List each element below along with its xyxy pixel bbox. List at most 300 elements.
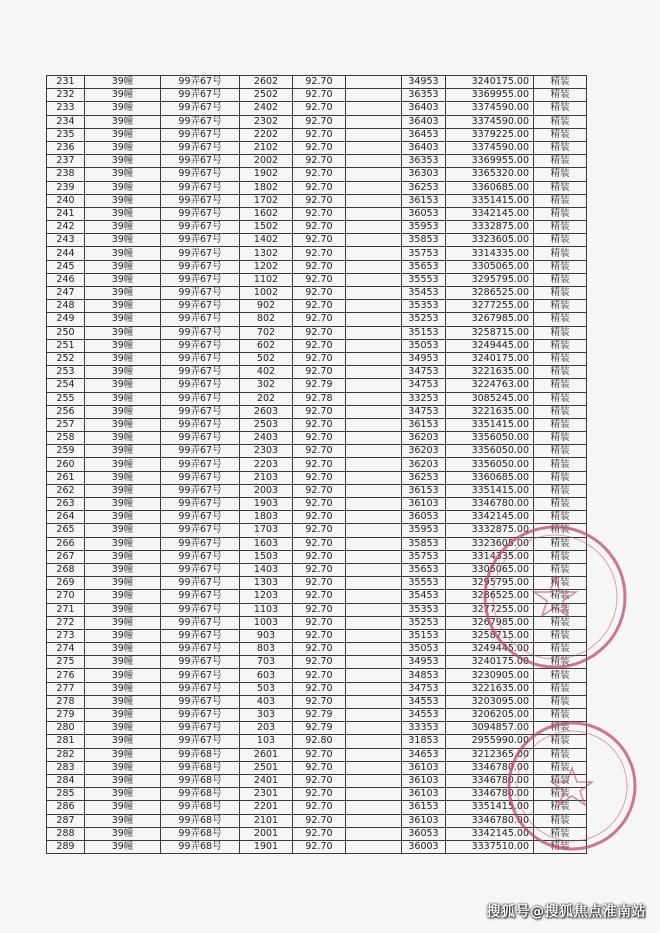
blank-cell (346, 234, 402, 247)
table-row (47, 339, 587, 352)
building-cell: 39幢 (85, 76, 161, 89)
decoration-cell: 精装 (534, 273, 587, 286)
room-cell: 2303 (240, 445, 293, 458)
decoration-cell: 精装 (534, 603, 587, 616)
table-row (47, 722, 587, 735)
unit-price-cell: 35453 (402, 590, 446, 603)
total-price-cell: 3346780.00 (446, 814, 534, 827)
blank-cell (346, 484, 402, 497)
blank-cell (346, 563, 402, 576)
row-number-cell: 254 (47, 379, 85, 392)
total-price-cell: 3360685.00 (446, 471, 534, 484)
area-cell: 92.70 (293, 339, 346, 352)
area-cell: 92.70 (293, 115, 346, 128)
building-cell: 39幢 (85, 260, 161, 273)
total-price-cell: 3286525.00 (446, 287, 534, 300)
unit-price-cell: 36153 (402, 484, 446, 497)
decoration-cell: 精装 (534, 207, 587, 220)
building-cell: 39幢 (85, 748, 161, 761)
decoration-cell: 精装 (534, 287, 587, 300)
unit-price-cell: 36403 (402, 102, 446, 115)
row-number-cell: 285 (47, 788, 85, 801)
area-cell: 92.70 (293, 418, 346, 431)
decoration-cell: 精装 (534, 445, 587, 458)
total-price-cell: 2955990.00 (446, 735, 534, 748)
building-cell: 39幢 (85, 590, 161, 603)
area-cell: 92.80 (293, 735, 346, 748)
building-cell: 39幢 (85, 643, 161, 656)
blank-cell (346, 102, 402, 115)
total-price-cell: 3230905.00 (446, 669, 534, 682)
blank-cell (346, 616, 402, 629)
building-cell: 39幢 (85, 418, 161, 431)
row-number-cell: 272 (47, 616, 85, 629)
room-cell: 2402 (240, 102, 293, 115)
decoration-cell: 精装 (534, 616, 587, 629)
table-row (47, 471, 587, 484)
table-row (47, 445, 587, 458)
area-cell: 92.70 (293, 682, 346, 695)
row-number-cell: 234 (47, 115, 85, 128)
address-cell: 99弄67号 (161, 273, 240, 286)
row-number-cell: 288 (47, 827, 85, 840)
blank-cell (346, 524, 402, 537)
address-cell: 99弄67号 (161, 603, 240, 616)
area-cell: 92.70 (293, 234, 346, 247)
row-number-cell: 247 (47, 287, 85, 300)
building-cell: 39幢 (85, 524, 161, 537)
blank-cell (346, 181, 402, 194)
building-cell: 39幢 (85, 155, 161, 168)
address-cell: 99弄67号 (161, 326, 240, 339)
decoration-cell: 精装 (534, 247, 587, 260)
unit-price-cell: 36203 (402, 445, 446, 458)
table-row (47, 511, 587, 524)
room-cell: 1402 (240, 234, 293, 247)
room-cell: 203 (240, 722, 293, 735)
address-cell: 99弄67号 (161, 524, 240, 537)
row-number-cell: 277 (47, 682, 85, 695)
area-cell: 92.70 (293, 287, 346, 300)
row-number-cell: 255 (47, 392, 85, 405)
decoration-cell: 精装 (534, 221, 587, 234)
table-row (47, 682, 587, 695)
building-cell: 39幢 (85, 300, 161, 313)
building-cell: 39幢 (85, 550, 161, 563)
decoration-cell: 精装 (534, 801, 587, 814)
area-cell: 92.70 (293, 155, 346, 168)
address-cell: 99弄68号 (161, 801, 240, 814)
row-number-cell: 286 (47, 801, 85, 814)
decoration-cell: 精装 (534, 313, 587, 326)
blank-cell (346, 629, 402, 642)
area-cell: 92.70 (293, 260, 346, 273)
table-row (47, 498, 587, 511)
decoration-cell: 精装 (534, 194, 587, 207)
total-price-cell: 3221635.00 (446, 405, 534, 418)
address-cell: 99弄67号 (161, 695, 240, 708)
room-cell: 2602 (240, 76, 293, 89)
decoration-cell: 精装 (534, 102, 587, 115)
row-number-cell: 289 (47, 840, 85, 853)
room-cell: 1202 (240, 260, 293, 273)
unit-price-cell: 34953 (402, 76, 446, 89)
table-row (47, 168, 587, 181)
unit-price-cell: 35553 (402, 577, 446, 590)
row-number-cell: 231 (47, 76, 85, 89)
total-price-cell: 3351415.00 (446, 484, 534, 497)
area-cell: 92.70 (293, 326, 346, 339)
address-cell: 99弄67号 (161, 445, 240, 458)
table-row (47, 392, 587, 405)
blank-cell (346, 656, 402, 669)
decoration-cell: 精装 (534, 669, 587, 682)
building-cell: 39幢 (85, 629, 161, 642)
room-cell: 2503 (240, 418, 293, 431)
decoration-cell: 精装 (534, 392, 587, 405)
total-price-cell: 3240175.00 (446, 656, 534, 669)
blank-cell (346, 511, 402, 524)
address-cell: 99弄68号 (161, 788, 240, 801)
area-cell: 92.70 (293, 801, 346, 814)
address-cell: 99弄67号 (161, 89, 240, 102)
total-price-cell: 3203095.00 (446, 695, 534, 708)
unit-price-cell: 36153 (402, 194, 446, 207)
blank-cell (346, 498, 402, 511)
area-cell: 92.70 (293, 445, 346, 458)
blank-cell (346, 748, 402, 761)
total-price-cell: 3342145.00 (446, 511, 534, 524)
room-cell: 603 (240, 669, 293, 682)
room-cell: 2002 (240, 155, 293, 168)
address-cell: 99弄68号 (161, 814, 240, 827)
row-number-cell: 281 (47, 735, 85, 748)
area-cell: 92.70 (293, 168, 346, 181)
row-number-cell: 283 (47, 761, 85, 774)
address-cell: 99弄67号 (161, 392, 240, 405)
area-cell: 92.70 (293, 221, 346, 234)
room-cell: 1002 (240, 287, 293, 300)
total-price-cell: 3356050.00 (446, 458, 534, 471)
unit-price-cell: 34553 (402, 709, 446, 722)
room-cell: 302 (240, 379, 293, 392)
table-row (47, 827, 587, 840)
decoration-cell: 精装 (534, 352, 587, 365)
unit-price-cell: 35553 (402, 273, 446, 286)
row-number-cell: 287 (47, 814, 85, 827)
building-cell: 39幢 (85, 471, 161, 484)
room-cell: 1003 (240, 616, 293, 629)
building-cell: 39幢 (85, 682, 161, 695)
building-cell: 39幢 (85, 577, 161, 590)
address-cell: 99弄67号 (161, 577, 240, 590)
total-price-cell: 3267985.00 (446, 313, 534, 326)
address-cell: 99弄67号 (161, 207, 240, 220)
table-row (47, 603, 587, 616)
unit-price-cell: 35353 (402, 300, 446, 313)
area-cell: 92.70 (293, 471, 346, 484)
table-row (47, 537, 587, 550)
room-cell: 2401 (240, 774, 293, 787)
row-number-cell: 243 (47, 234, 85, 247)
row-number-cell: 244 (47, 247, 85, 260)
total-price-cell: 3351415.00 (446, 194, 534, 207)
decoration-cell: 精装 (534, 234, 587, 247)
room-cell: 1103 (240, 603, 293, 616)
address-cell: 99弄67号 (161, 682, 240, 695)
building-cell: 39幢 (85, 141, 161, 154)
total-price-cell: 3305065.00 (446, 563, 534, 576)
unit-price-cell: 36103 (402, 498, 446, 511)
total-price-cell: 3314335.00 (446, 247, 534, 260)
total-price-cell: 3295795.00 (446, 577, 534, 590)
address-cell: 99弄67号 (161, 616, 240, 629)
blank-cell (346, 814, 402, 827)
unit-price-cell: 33353 (402, 722, 446, 735)
table-row (47, 695, 587, 708)
unit-price-cell: 34753 (402, 682, 446, 695)
decoration-cell: 精装 (534, 827, 587, 840)
row-number-cell: 236 (47, 141, 85, 154)
address-cell: 99弄67号 (161, 471, 240, 484)
room-cell: 1502 (240, 221, 293, 234)
blank-cell (346, 207, 402, 220)
decoration-cell: 精装 (534, 155, 587, 168)
room-cell: 2501 (240, 761, 293, 774)
total-price-cell: 3221635.00 (446, 682, 534, 695)
table-row (47, 128, 587, 141)
row-number-cell: 269 (47, 577, 85, 590)
building-cell: 39幢 (85, 352, 161, 365)
room-cell: 2102 (240, 141, 293, 154)
unit-price-cell: 35453 (402, 287, 446, 300)
unit-price-cell: 36253 (402, 471, 446, 484)
row-number-cell: 276 (47, 669, 85, 682)
room-cell: 1702 (240, 194, 293, 207)
address-cell: 99弄67号 (161, 234, 240, 247)
area-cell: 92.70 (293, 550, 346, 563)
area-cell: 92.70 (293, 498, 346, 511)
total-price-cell: 3346780.00 (446, 761, 534, 774)
unit-price-cell: 35953 (402, 221, 446, 234)
address-cell: 99弄67号 (161, 221, 240, 234)
unit-price-cell: 36053 (402, 207, 446, 220)
unit-price-cell: 36453 (402, 128, 446, 141)
unit-price-cell: 36103 (402, 788, 446, 801)
table-row (47, 326, 587, 339)
row-number-cell: 251 (47, 339, 85, 352)
table-row (47, 115, 587, 128)
area-cell: 92.70 (293, 207, 346, 220)
room-cell: 1503 (240, 550, 293, 563)
table-row (47, 629, 587, 642)
table-row (47, 774, 587, 787)
building-cell: 39幢 (85, 339, 161, 352)
decoration-cell: 精装 (534, 656, 587, 669)
blank-cell (346, 722, 402, 735)
building-cell: 39幢 (85, 273, 161, 286)
room-cell: 1903 (240, 498, 293, 511)
address-cell: 99弄67号 (161, 339, 240, 352)
total-price-cell: 3351415.00 (446, 801, 534, 814)
address-cell: 99弄67号 (161, 115, 240, 128)
decoration-cell: 精装 (534, 458, 587, 471)
table-row (47, 550, 587, 563)
table-row (47, 524, 587, 537)
decoration-cell: 精装 (534, 735, 587, 748)
room-cell: 2502 (240, 89, 293, 102)
total-price-cell: 3337510.00 (446, 840, 534, 853)
building-cell: 39幢 (85, 458, 161, 471)
table-row (47, 669, 587, 682)
address-cell: 99弄67号 (161, 537, 240, 550)
room-cell: 703 (240, 656, 293, 669)
area-cell: 92.70 (293, 366, 346, 379)
decoration-cell: 精装 (534, 524, 587, 537)
unit-price-cell: 34753 (402, 379, 446, 392)
unit-price-cell: 34753 (402, 366, 446, 379)
building-cell: 39幢 (85, 234, 161, 247)
building-cell: 39幢 (85, 603, 161, 616)
decoration-cell: 精装 (534, 366, 587, 379)
address-cell: 99弄67号 (161, 300, 240, 313)
blank-cell (346, 155, 402, 168)
room-cell: 1902 (240, 168, 293, 181)
table-row (47, 748, 587, 761)
address-cell: 99弄68号 (161, 827, 240, 840)
room-cell: 702 (240, 326, 293, 339)
building-cell: 39幢 (85, 207, 161, 220)
unit-price-cell: 36053 (402, 827, 446, 840)
room-cell: 2302 (240, 115, 293, 128)
area-cell: 92.70 (293, 300, 346, 313)
total-price-cell: 3369955.00 (446, 89, 534, 102)
decoration-cell: 精装 (534, 379, 587, 392)
decoration-cell: 精装 (534, 722, 587, 735)
building-cell: 39幢 (85, 827, 161, 840)
address-cell: 99弄68号 (161, 761, 240, 774)
unit-price-cell: 35653 (402, 563, 446, 576)
area-cell: 92.78 (293, 392, 346, 405)
area-cell: 92.70 (293, 76, 346, 89)
building-cell: 39幢 (85, 498, 161, 511)
total-price-cell: 3221635.00 (446, 366, 534, 379)
decoration-cell: 精装 (534, 774, 587, 787)
decoration-cell: 精装 (534, 89, 587, 102)
unit-price-cell: 35853 (402, 234, 446, 247)
room-cell: 802 (240, 313, 293, 326)
area-cell: 92.70 (293, 603, 346, 616)
table-row (47, 207, 587, 220)
area-cell: 92.70 (293, 352, 346, 365)
area-cell: 92.70 (293, 405, 346, 418)
unit-price-cell: 36103 (402, 814, 446, 827)
total-price-cell: 3240175.00 (446, 352, 534, 365)
room-cell: 503 (240, 682, 293, 695)
building-cell: 39幢 (85, 511, 161, 524)
blank-cell (346, 735, 402, 748)
total-price-cell: 3277255.00 (446, 300, 534, 313)
unit-price-cell: 36303 (402, 168, 446, 181)
row-number-cell: 256 (47, 405, 85, 418)
unit-price-cell: 36403 (402, 141, 446, 154)
room-cell: 1303 (240, 577, 293, 590)
unit-price-cell: 35653 (402, 260, 446, 273)
row-number-cell: 264 (47, 511, 85, 524)
blank-cell (346, 669, 402, 682)
room-cell: 2603 (240, 405, 293, 418)
room-cell: 1803 (240, 511, 293, 524)
building-cell: 39幢 (85, 432, 161, 445)
area-cell: 92.70 (293, 643, 346, 656)
area-cell: 92.70 (293, 629, 346, 642)
row-number-cell: 253 (47, 366, 85, 379)
row-number-cell: 280 (47, 722, 85, 735)
row-number-cell: 263 (47, 498, 85, 511)
unit-price-cell: 35753 (402, 247, 446, 260)
blank-cell (346, 761, 402, 774)
row-number-cell: 246 (47, 273, 85, 286)
address-cell: 99弄67号 (161, 669, 240, 682)
total-price-cell: 3094857.00 (446, 722, 534, 735)
decoration-cell: 精装 (534, 643, 587, 656)
decoration-cell: 精装 (534, 326, 587, 339)
total-price-cell: 3379225.00 (446, 128, 534, 141)
blank-cell (346, 221, 402, 234)
room-cell: 2003 (240, 484, 293, 497)
area-cell: 92.70 (293, 273, 346, 286)
decoration-cell: 精装 (534, 405, 587, 418)
building-cell: 39幢 (85, 774, 161, 787)
total-price-cell: 3258715.00 (446, 629, 534, 642)
address-cell: 99弄67号 (161, 128, 240, 141)
table-row (47, 814, 587, 827)
total-price-cell: 3356050.00 (446, 445, 534, 458)
table-row (47, 577, 587, 590)
total-price-cell: 3305065.00 (446, 260, 534, 273)
table-row (47, 352, 587, 365)
total-price-cell: 3212365.00 (446, 748, 534, 761)
decoration-cell: 精装 (534, 141, 587, 154)
row-number-cell: 241 (47, 207, 85, 220)
row-number-cell: 239 (47, 181, 85, 194)
building-cell: 39幢 (85, 379, 161, 392)
address-cell: 99弄68号 (161, 774, 240, 787)
row-number-cell: 282 (47, 748, 85, 761)
row-number-cell: 262 (47, 484, 85, 497)
table-row (47, 155, 587, 168)
table-row (47, 788, 587, 801)
unit-price-cell: 36253 (402, 181, 446, 194)
table-row (47, 76, 587, 89)
address-cell: 99弄68号 (161, 840, 240, 853)
total-price-cell: 3249445.00 (446, 643, 534, 656)
price-list-table (46, 75, 587, 854)
unit-price-cell: 35153 (402, 326, 446, 339)
total-price-cell: 3267985.00 (446, 616, 534, 629)
row-number-cell: 274 (47, 643, 85, 656)
blank-cell (346, 432, 402, 445)
room-cell: 1203 (240, 590, 293, 603)
blank-cell (346, 300, 402, 313)
room-cell: 2601 (240, 748, 293, 761)
decoration-cell: 精装 (534, 577, 587, 590)
decoration-cell: 精装 (534, 695, 587, 708)
table-row (47, 194, 587, 207)
room-cell: 2203 (240, 458, 293, 471)
blank-cell (346, 76, 402, 89)
room-cell: 402 (240, 366, 293, 379)
